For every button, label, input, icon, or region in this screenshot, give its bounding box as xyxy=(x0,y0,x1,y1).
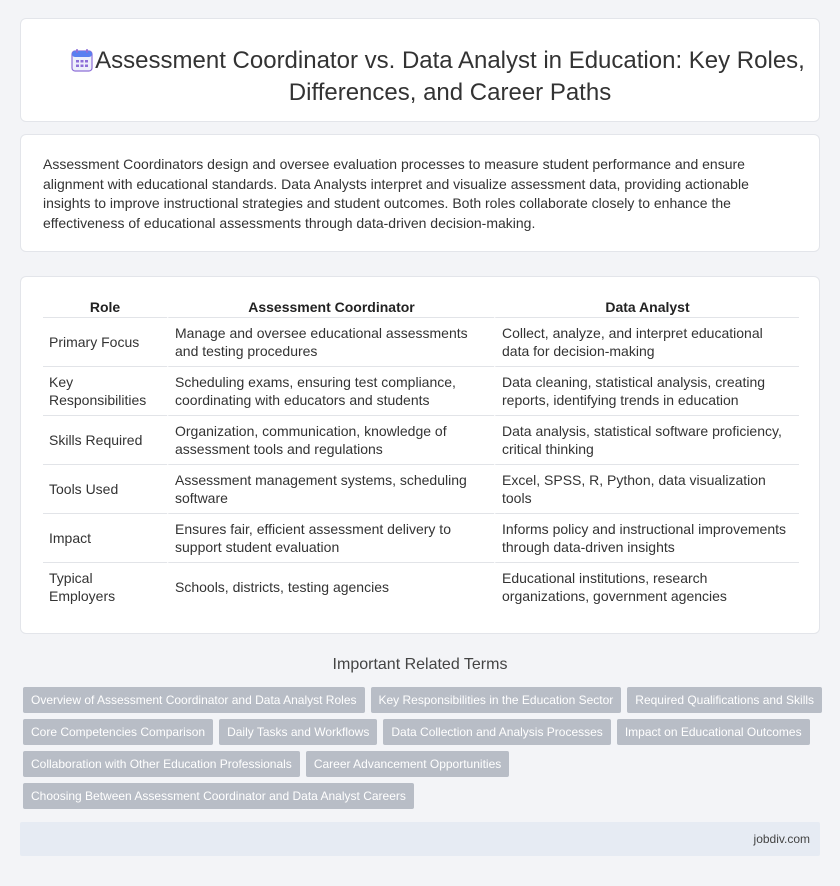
related-term-tag[interactable]: Core Competencies Comparison xyxy=(23,719,213,745)
cell-assessment-coordinator: Scheduling exams, ensuring test compliance, coordinating with educators and students xyxy=(167,366,494,415)
table-row xyxy=(43,513,799,562)
header-assessment-coordinator: Assessment Coordinator xyxy=(167,295,494,317)
table-row xyxy=(43,464,799,513)
related-term-tag[interactable]: Required Qualifications and Skills xyxy=(627,687,822,713)
cell-data-analyst: Informs policy and instructional improvements through data-driven insights xyxy=(494,513,799,562)
comparison-table xyxy=(43,295,799,611)
related-term-tag[interactable]: Career Advancement Opportunities xyxy=(306,751,509,777)
cell-data-analyst: Data analysis, statistical software proficiency, critical thinking xyxy=(494,415,799,464)
row-label: Impact xyxy=(43,513,167,562)
table-row xyxy=(43,415,799,464)
row-label: Tools Used xyxy=(43,464,167,513)
related-term-tag[interactable]: Data Collection and Analysis Processes xyxy=(383,719,610,745)
cell-data-analyst: Collect, analyze, and interpret educational data for decision-making xyxy=(494,317,799,366)
cell-data-analyst: Educational institutions, research organizations, government agencies xyxy=(494,562,799,611)
cell-assessment-coordinator: Manage and oversee educational assessments and testing procedures xyxy=(167,317,494,366)
calendar-icon xyxy=(71,48,93,72)
header-role: Role xyxy=(89,299,121,315)
table-header-row xyxy=(43,295,799,317)
footer-site-link[interactable]: jobdiv.com xyxy=(753,832,810,846)
header-data-analyst: Data Analyst xyxy=(494,295,799,317)
related-term-tag[interactable]: Collaboration with Other Education Professionals xyxy=(23,751,300,777)
related-term-tag[interactable]: Key Responsibilities in the Education Sector xyxy=(371,687,622,713)
cell-assessment-coordinator: Schools, districts, testing agencies xyxy=(167,562,494,611)
related-terms-title: Important Related Terms xyxy=(332,656,508,673)
related-term-tag[interactable]: Daily Tasks and Workflows xyxy=(219,719,377,745)
title-card xyxy=(20,18,820,122)
page-title: Assessment Coordinator vs. Data Analyst in Education: Key Roles, Differences, and Career Paths xyxy=(95,47,805,106)
row-label: Typical Employers xyxy=(43,562,167,611)
intro-paragraph: Assessment Coordinators design and oversee evaluation processes to measure student performance and ensure alignment with educational standards. Data Analysts interpret and visualize assessment data, providing actionable insights to improve instructional strategies and student outcomes. Both roles collaborate closely to enhance the effectiveness of educational assessments through data-driven decision-making. xyxy=(43,156,749,231)
related-terms-list xyxy=(23,687,823,809)
footer xyxy=(20,822,820,856)
table-row xyxy=(43,317,799,366)
row-label: Key Responsibilities xyxy=(43,366,167,415)
table-row xyxy=(43,562,799,611)
related-term-tag[interactable]: Impact on Educational Outcomes xyxy=(617,719,810,745)
cell-assessment-coordinator: Ensures fair, efficient assessment delivery to support student evaluation xyxy=(167,513,494,562)
related-term-tag[interactable]: Overview of Assessment Coordinator and Data Analyst Roles xyxy=(23,687,365,713)
row-label: Skills Required xyxy=(43,415,167,464)
table-row xyxy=(43,366,799,415)
cell-assessment-coordinator: Organization, communication, knowledge of assessment tools and regulations xyxy=(167,415,494,464)
row-label: Primary Focus xyxy=(43,317,167,366)
cell-data-analyst: Excel, SPSS, R, Python, data visualization tools xyxy=(494,464,799,513)
related-term-tag[interactable]: Choosing Between Assessment Coordinator and Data Analyst Careers xyxy=(23,783,414,809)
intro-card xyxy=(20,134,820,252)
cell-data-analyst: Data cleaning, statistical analysis, creating reports, identifying trends in education xyxy=(494,366,799,415)
cell-assessment-coordinator: Assessment management systems, scheduling software xyxy=(167,464,494,513)
comparison-table-card xyxy=(20,276,820,634)
